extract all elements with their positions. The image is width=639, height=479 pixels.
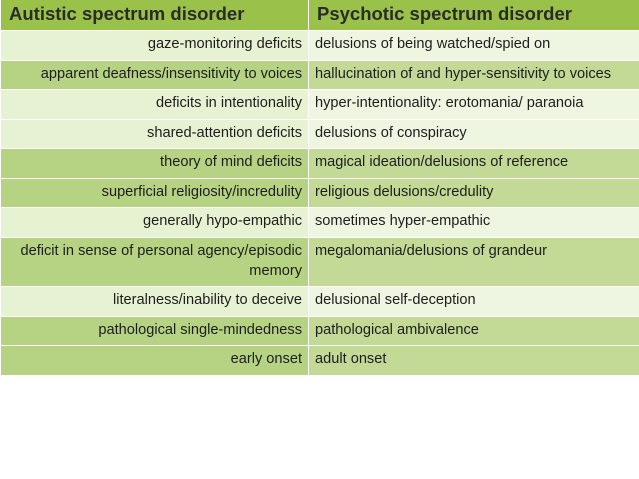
cell-psychotic-trait: hallucination of and hyper-sensitivity to voices [309, 60, 639, 90]
cell-psychotic-trait: megalomania/delusions of grandeur [309, 238, 639, 287]
cell-autistic-trait: literalness/inability to deceive [1, 287, 309, 317]
cell-psychotic-trait: delusions of conspiracy [309, 119, 639, 149]
cell-autistic-trait: shared-attention deficits [1, 119, 309, 149]
cell-autistic-trait: early onset [1, 346, 309, 376]
cell-autistic-trait: deficits in intentionality [1, 90, 309, 120]
cell-autistic-trait: generally hypo-empathic [1, 208, 309, 238]
cell-psychotic-trait: pathological ambivalence [309, 316, 639, 346]
cell-autistic-trait: pathological single-mindedness [1, 316, 309, 346]
table-row [1, 208, 639, 238]
table-row [1, 90, 639, 120]
cell-psychotic-trait: magical ideation/delusions of reference [309, 149, 639, 179]
cell-autistic-trait: apparent deafness/insensitivity to voices [1, 60, 309, 90]
cell-autistic-trait: deficit in sense of personal agency/episodic memory [1, 238, 309, 287]
cell-psychotic-trait: religious delusions/credulity [309, 178, 639, 208]
cell-psychotic-trait: adult onset [309, 346, 639, 376]
cell-psychotic-trait: hyper-intentionality: erotomania/ paranoia [309, 90, 639, 120]
table-row [1, 119, 639, 149]
cell-psychotic-trait: delusions of being watched/spied on [309, 31, 639, 61]
table-row [1, 178, 639, 208]
table-body [1, 31, 639, 376]
column-header-autistic: Autistic spectrum disorder [1, 0, 309, 31]
table-row [1, 149, 639, 179]
table-row [1, 316, 639, 346]
table-header [1, 0, 639, 31]
table-row [1, 60, 639, 90]
cell-autistic-trait: theory of mind deficits [1, 149, 309, 179]
table-row [1, 238, 639, 287]
column-header-psychotic: Psychotic spectrum disorder [309, 0, 639, 31]
table-row [1, 346, 639, 376]
table-row [1, 287, 639, 317]
table-header-row [1, 0, 639, 31]
cell-psychotic-trait: sometimes hyper-empathic [309, 208, 639, 238]
table-row [1, 31, 639, 61]
cell-psychotic-trait: delusional self-deception [309, 287, 639, 317]
cell-autistic-trait: gaze-monitoring deficits [1, 31, 309, 61]
cell-autistic-trait: superficial religiosity/incredulity [1, 178, 309, 208]
